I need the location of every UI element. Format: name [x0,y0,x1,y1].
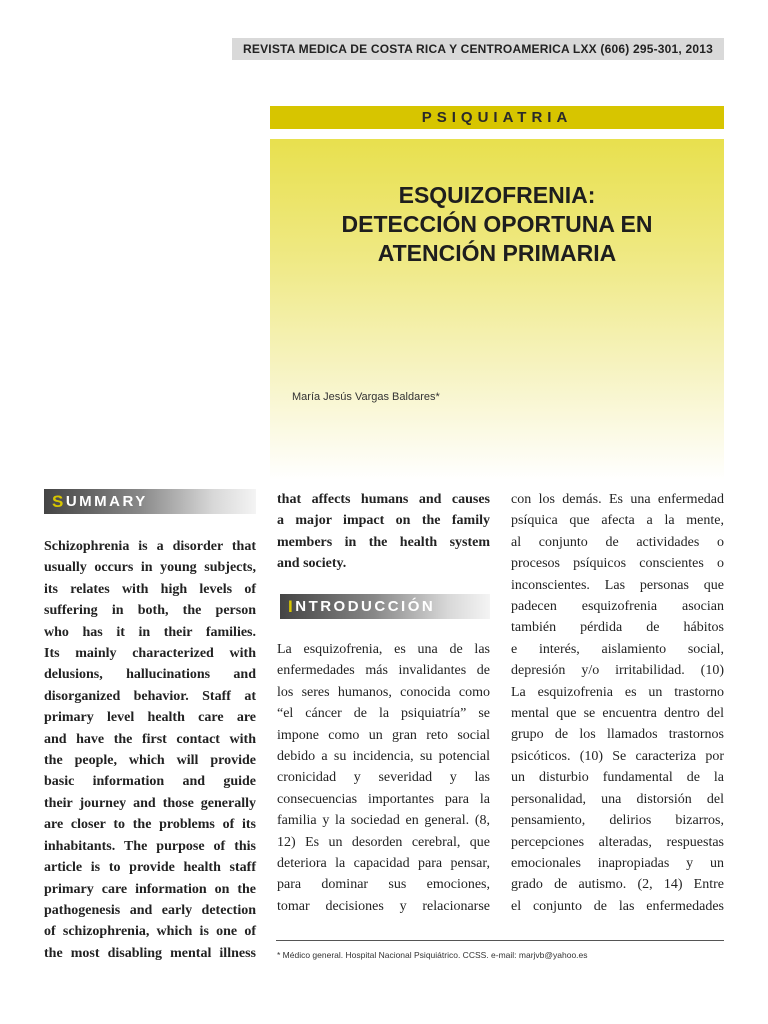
title-line-2: DETECCIÓN OPORTUNA EN [341,211,653,237]
section-label: PSIQUIATRIA [270,106,724,129]
intro-line: consecuencias importantes para la [277,791,490,807]
intro-line: “el cáncer de la psiquiatría” se [277,706,490,722]
summary-line: and have the first contact with [44,731,256,747]
summary-line: who has it in their families. [44,624,256,640]
abstract-line: a major impact on the family [277,513,490,529]
journal-header: REVISTA MEDICA DE COSTA RICA Y CENTROAMERICA LXX (606) 295-301, 2013 [232,38,724,60]
summary-line: are closer to the problems of its [44,817,256,833]
intro-heading [280,594,490,619]
body-line: percepciones alteradas, respuestas [511,834,724,850]
body-line: padecen esquizofrenia asocian [511,599,724,615]
footnote: * Médico general. Hospital Nacional Psiquiátrico. CCSS. e-mail: marjvb@yahoo.es [277,950,588,960]
body-line: mental que se encuentra dentro del [511,706,724,722]
body-line: el conjunto de las enfermedades [511,898,724,914]
abstract-line: that affects humans and causes [277,492,490,507]
summary-text [44,536,256,964]
body-line: depresión y/o irritabilidad. (10) [511,663,724,679]
summary-line: Schizophrenia is a disorder that [44,539,256,554]
intro-line: debido a su incidencia, su potencial [277,749,490,765]
summary-line: pathogenesis and early detection [44,902,256,918]
body-line: La esquizofrenia es un trastorno [511,684,724,700]
body-line: con los demás. Es una enfermedad [511,492,724,507]
author-name: María Jesús Vargas Baldares* [292,391,440,403]
summary-line: their journey and those generally [44,795,256,811]
body-line: e interés, aislamiento social, [511,641,724,657]
summary-line: usually occurs in young subjects, [44,560,256,576]
body-line: también pérdida de hábitos [511,620,724,636]
summary-heading-rest: UMMARY [65,493,148,510]
article-title [270,181,724,268]
body-line: grado de autismo. (2, 14) Entre [511,877,724,893]
summary-line: article is to provide health staff [44,860,256,876]
intro-line: para dominar sus emociones, [277,877,490,893]
abstract-continuation [277,489,490,575]
intro-line: cronicidad y severidad y las [277,770,490,786]
title-panel [270,139,724,480]
title-line-3: ATENCIÓN PRIMARIA [377,240,617,266]
summary-line: primary level health care are [44,710,256,726]
intro-line: familia y la sociedad en general. (8, [277,813,490,829]
summary-line: the people, which will provide [44,753,256,769]
body-line: psíquica que afecta a la mente, [511,513,724,529]
summary-line: the most disabling mental illness [44,945,256,961]
summary-line: primary care information on the [44,881,256,897]
intro-heading-rest: NTRODUCCIÓN [295,598,436,615]
summary-line: inhabitants. The purpose of this [44,838,256,854]
summary-line: Its mainly characterized with [44,646,256,662]
intro-line: tomar decisiones y relacionarse [277,898,490,914]
body-line: inconscientes. Las personas que [511,577,724,593]
body-line: al conjunto de actividades o [511,534,724,550]
summary-line: disorganized behavior. Staff at [44,688,256,704]
body-line: emocionales inapropiadas y un [511,855,724,871]
summary-line: delusions, hallucinations and [44,667,256,683]
intro-line: La esquizofrenia, es una de las [277,642,490,657]
body-text-right [511,489,724,917]
intro-heading-initial: I [288,596,296,616]
summary-line: of schizophrenia, which is one of [44,924,256,940]
summary-line: suffering in both, the person [44,603,256,619]
body-line: personalidad, una distorsión del [511,791,724,807]
intro-line: enfermedades más invalidantes de [277,663,490,679]
intro-line: los seres humanos, conocida como [277,684,490,700]
body-line: procesos psíquicos conscientes o [511,556,724,572]
footnote-divider [276,940,724,941]
body-line: psicóticos. (10) Se caracteriza por [511,748,724,764]
summary-line: basic information and guide [44,774,256,790]
intro-line: deteriora la capacidad para pensar, [277,856,490,872]
title-line-1: ESQUIZOFRENIA: [398,182,596,208]
summary-heading [44,489,256,514]
summary-line: its relates with high levels of [44,581,256,597]
intro-line: 12) Es un desorden cerebral, que [277,834,490,850]
summary-heading-initial: S [52,491,66,511]
intro-text [277,639,490,917]
abstract-line: members in the health system [277,534,490,550]
body-line: grupo de los llamados trastornos [511,727,724,743]
body-line: un disturbio fundamental de la [511,770,724,786]
body-line: pensamiento, delirios bizarros, [511,813,724,829]
abstract-line: and society. [277,556,347,572]
intro-line: impone como un gran reto social [277,727,490,743]
